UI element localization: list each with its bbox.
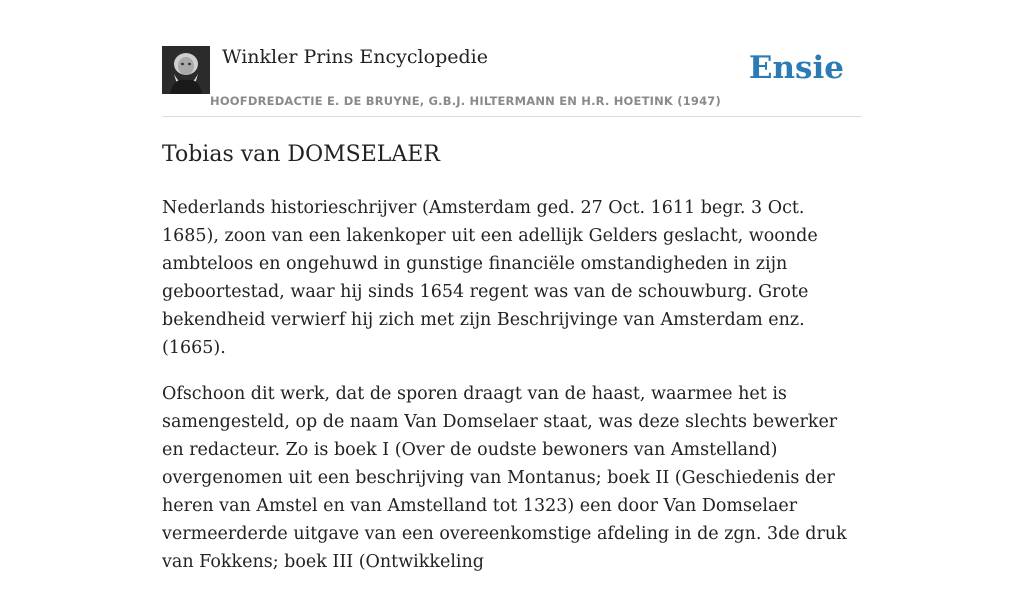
article-paragraph: Nederlands historieschrijver (Amsterdam ged. 27 Oct. 1611 begr. 3 Oct. 1685), zoon van een lakenkoper uit een adellijk Gelders geslacht, woonde ambteloos en ongehuwd in gunstige financiële omstandigheden in zijn geboortestad, waar hij sinds 1654 regent was van de schouwburg. Grote bekendheid verwierf hij zich met zijn Beschrijvinge van Amsterdam enz. (1665). <box>162 198 818 358</box>
article-title: Tobias van DOMSELAER <box>162 142 440 167</box>
portrait-avatar-icon <box>162 46 210 94</box>
article <box>162 138 862 594</box>
brand-logo[interactable]: Ensie <box>748 50 844 86</box>
avatar[interactable] <box>162 46 210 94</box>
article-paragraph: Ofschoon dit werk, dat de sporen draagt van de haast, waarmee het is samengesteld, op de naam Van Domselaer staat, was deze slechts bewerker en redacteur. Zo is boek I (Over de oudste bewoners van Amstelland) overgenomen uit een beschrijving van Montanus; boek II (Geschiedenis der heren van Amstel en van Amstelland tot 1323) een door Van Domselaer vermeerderde uitgave van een overeenkomstige afdeling in de zgn. 3de druk van Fokkens; boek III (Ontwikkeling <box>162 384 847 572</box>
publication-title[interactable]: Winkler Prins Encyclopedie <box>222 46 488 68</box>
header <box>162 40 862 117</box>
publication-subtitle: HOOFDREDACTIE E. DE BRUYNE, G.B.J. HILTERMANN EN H.R. HOETINK (1947) <box>210 94 721 108</box>
